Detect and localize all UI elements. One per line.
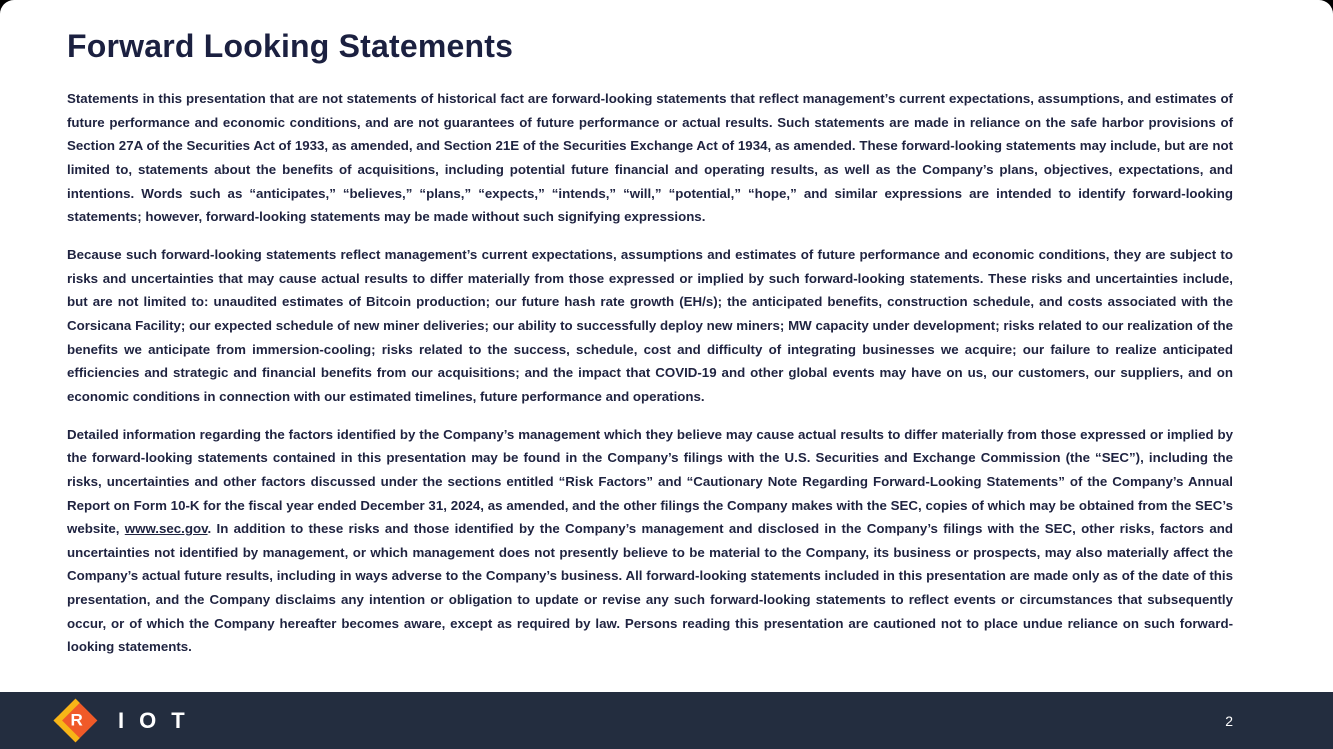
disclaimer-paragraph-2: Because such forward-looking statements reflect management’s current expectations, assumptions and estimates of future performance and economic conditions, they are subject to risks and uncertainties that may cause actual results to differ materially from those expressed or implied by such forward-looking statements. These risks and uncertainties include, but are not limited to: unaudited estimates of Bitcoin production; our future hash rate growth (EH/s); the anticipated benefits, construction schedule, and costs associated with the Corsicana Facility; our expected schedule of new miner deliveries; our ability to successfully deploy new miners; MW capacity under development; risks related to our realization of the benefits we anticipate from immersion-cooling; risks related to the success, schedule, cost and difficulty of integrating businesses we acquire; our failure to realize anticipated efficiencies and strategic and financial benefits from our acquisitions; and the impact that COVID-19 and other global events may have on us, our customers, our suppliers, and on economic conditions in connection with our estimated timelines, future performance and operations. [67,246,1233,404]
sec-website-link[interactable]: www.sec.gov [124,521,208,537]
riot-logo [52,698,200,744]
disclaimer-paragraph-1: Statements in this presentation that are not statements of historical fact are forward-looking statements that reflect management’s current expectations, assumptions, and estimates of future performance and economic conditions, and are not guarantees of future performance or actual results. Such statements are made in reliance on the safe harbor provisions of Section 27A of the Securities Act of 1933, as amended, and Section 21E of the Securities Exchange Act of 1934, as amended. These forward-looking statements may include, but are not limited to, statements about the benefits of acquisitions, including potential future financial and operating results, as well as the Company’s plans, objectives, expectations, and intentions. Words such as “anticipates,” “believes,” “plans,” “expects,” “intends,” “will,” “potential,” “hope,” and similar expressions are intended to identify forward-looking statements; however, forward-looking statements may be made without such signifying expressions. [67,91,1233,225]
disclaimer-paragraph-3 [67,423,1233,660]
disclaimer-paragraph-3-pre: Detailed information regarding the factors identified by the Company’s management which they believe may cause actual results to differ materially from those expressed or implied by the forward-looking statements contained in this presentation may be found in the Company’s filings with the U.S. Securities and Exchange Commission (the “SEC”), including the risks, uncertainties and other factors discussed under the sections entitled “Risk Factors” and “Cautionary Note Regarding Forward-Looking Statements” of the Company’s Annual Report on Form 10-K for the fiscal year ended December 31, 2024, as amended, and the other filings the Company makes with the SEC, copies of which may be obtained from the SEC’s website, [67,426,1233,537]
riot-diamond-icon [52,698,98,744]
footer-bar [0,692,1333,749]
logo-letter-r: R [70,711,83,730]
logo-letters-iot: IOT [118,707,200,733]
page-title: Forward Looking Statements [67,28,514,64]
page-number: 2 [1225,712,1233,729]
disclaimer-paragraph-3-post: . In addition to these risks and those identified by the Company’s management and disclosed in the Company’s filings with the SEC, other risks, factors and uncertainties not identified by management, or which management does not presently believe to be material to the Company, its business or prospects, may also materially affect the Company’s actual future results, including in ways adverse to the Company’s business. All forward-looking statements included in this presentation are made only as of the date of this presentation, and the Company disclaims any intention or obligation to update or revise any such forward-looking statements to reflect events or circumstances that subsequently occur, or of which the Company hereafter becomes aware, except as required by law. Persons reading this presentation are cautioned not to place undue reliance on such forward-looking statements. [67,521,1233,655]
